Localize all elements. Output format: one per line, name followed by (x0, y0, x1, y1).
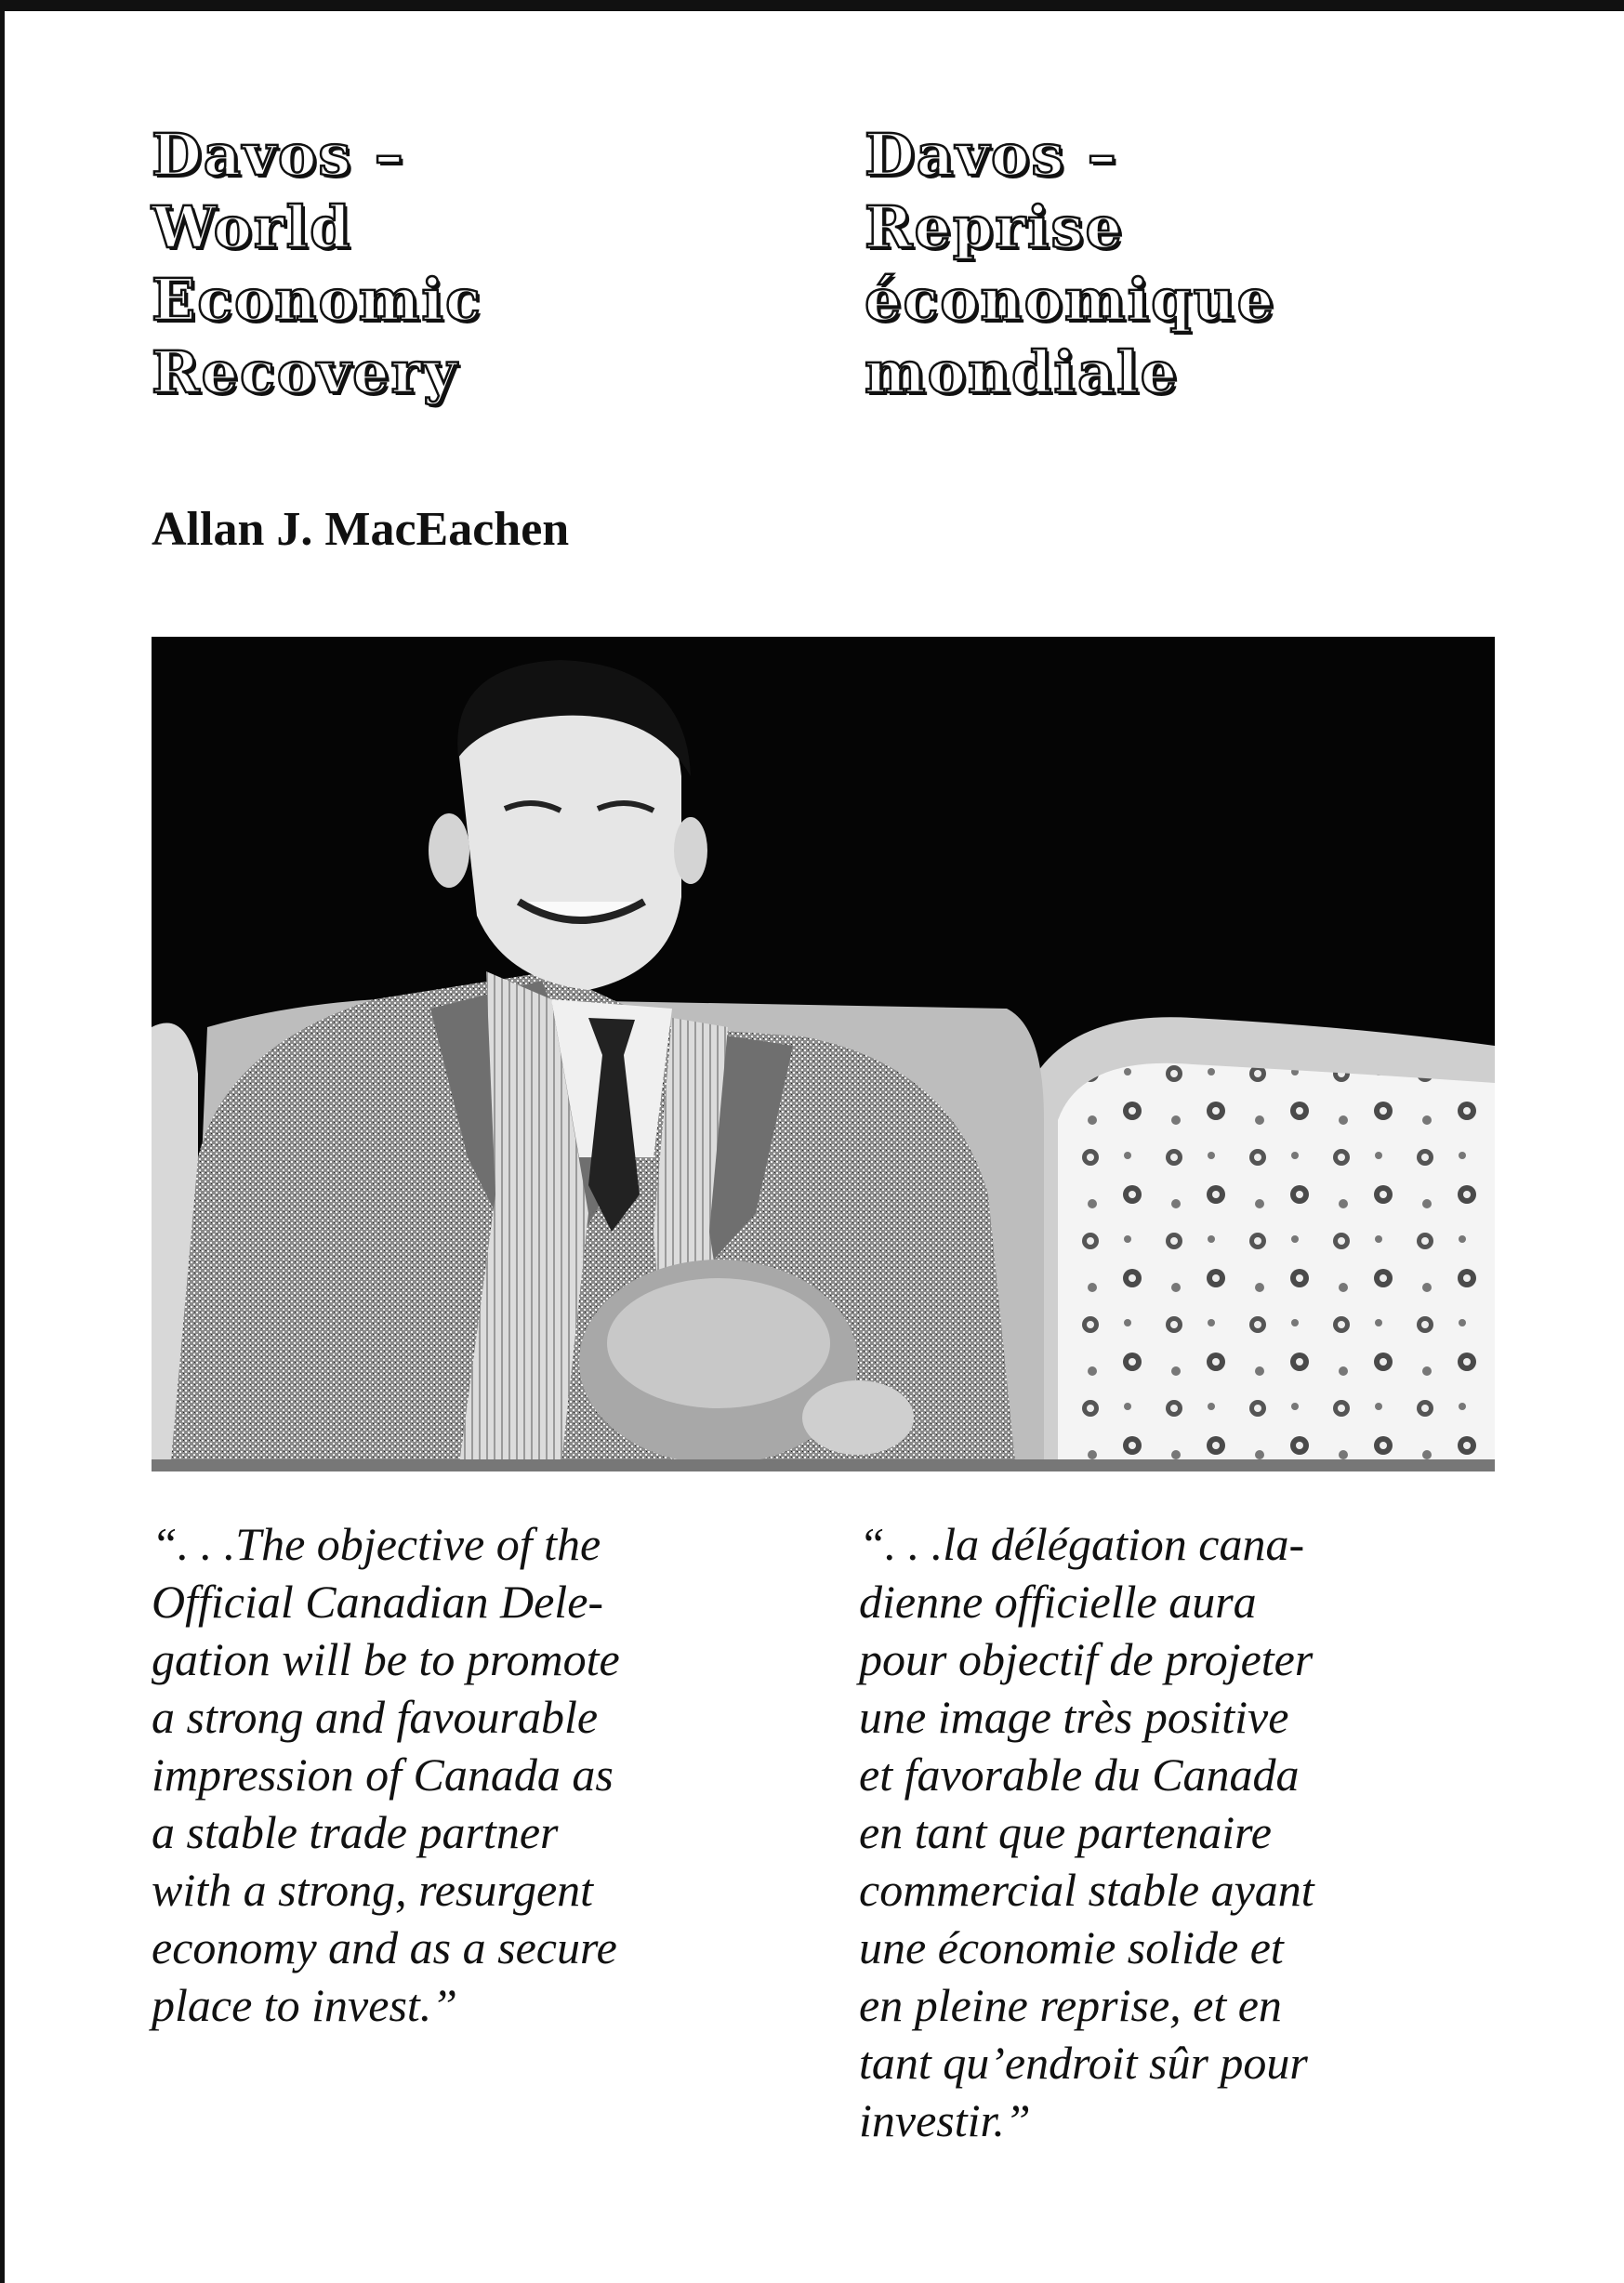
quote-french-line: une image très positive (859, 1691, 1289, 1743)
title-english-line: Economic (152, 266, 482, 334)
ear-left (429, 813, 469, 888)
quote-french-line: “. . .la délégation cana- (859, 1518, 1305, 1570)
hand (802, 1380, 914, 1455)
quote-english-line: “. . .The objective of the (152, 1518, 601, 1570)
quote-french-line: pour objectif de projeter (859, 1633, 1314, 1685)
hat-crown (607, 1278, 830, 1408)
quote-french-line: dienne officielle aura (859, 1576, 1257, 1628)
quote-english-line: a strong and favourable (152, 1691, 599, 1743)
quote-french-line: en pleine reprise, et en (859, 1979, 1282, 2031)
quote-french-line: tant qu’endroit sûr pour (859, 2037, 1308, 2089)
title-english (152, 119, 482, 409)
title-french-line: Reprise (865, 193, 1124, 261)
quote-french-line: investir.” (859, 2094, 1031, 2146)
quote-english-line: gation will be to promote (152, 1633, 620, 1685)
quote-english-line: economy and as a secure (152, 1921, 617, 1973)
portrait-illustration (152, 637, 1495, 1471)
scan-edge-top (0, 0, 1624, 11)
title-french-line: économique (865, 266, 1276, 334)
quote-english-line: place to invest.” (152, 1979, 458, 2031)
quote-english-line: with a strong, resurgent (152, 1864, 594, 1916)
title-english-line: Recovery (152, 338, 459, 406)
portrait-photo (152, 637, 1495, 1471)
quote-english-line: a stable trade partner (152, 1806, 559, 1858)
title-french-line: mondiale (865, 338, 1180, 406)
quote-french-line: en tant que partenaire (859, 1806, 1272, 1858)
quote-french-line: et favorable du Canada (859, 1749, 1300, 1801)
quote-french-line: commercial stable ayant (859, 1864, 1314, 1916)
scan-edge-left (0, 0, 5, 2283)
title-english-line: World (152, 193, 352, 261)
quote-french-line: une économie solide et (859, 1921, 1284, 1973)
chair-right-upholstery (1058, 1063, 1495, 1471)
title-english-line: Davos – (152, 121, 405, 189)
title-french (865, 119, 1275, 409)
author-name: Allan J. MacEachen (152, 503, 570, 556)
title-french-line: Davos – (865, 121, 1118, 189)
quote-english-line: impression of Canada as (152, 1749, 614, 1801)
quote-english-line: Official Canadian Dele- (152, 1576, 604, 1628)
ear-right (674, 817, 707, 884)
photo-bottom-edge (152, 1459, 1495, 1471)
quote-french (859, 1515, 1528, 2149)
quote-english (152, 1515, 821, 2034)
